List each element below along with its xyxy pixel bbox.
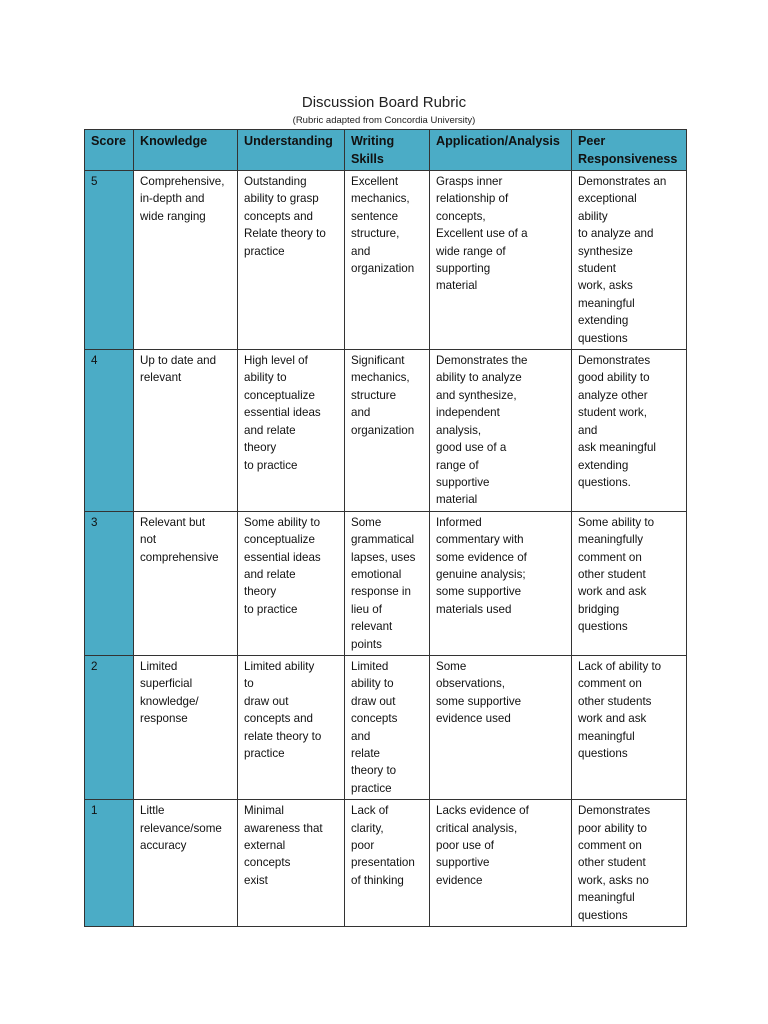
column-header-score: Score: [85, 130, 134, 171]
application-analysis-cell: Demonstrates the ability to analyze and synthesize, independent analysis, good use of a range of supportive material: [430, 350, 572, 512]
writing-skills-cell: Some grammatical lapses, uses emotional response in lieu of relevant points: [345, 511, 430, 655]
knowledge-cell: Limited superficial knowledge/ response: [134, 655, 238, 799]
score-cell: 4: [85, 350, 134, 512]
page-subtitle: (Rubric adapted from Concordia University): [292, 115, 476, 126]
score-cell: 2: [85, 655, 134, 799]
peer-responsiveness-cell: Some ability to meaningfully comment on other student work and ask bridging questions: [572, 511, 687, 655]
column-header-peer-responsiveness: Peer Responsiveness: [572, 130, 687, 171]
application-analysis-cell: Informed commentary with some evidence of genuine analysis; some supportive materials used: [430, 511, 572, 655]
knowledge-cell: Up to date and relevant: [134, 350, 238, 512]
knowledge-cell: Little relevance/some accuracy: [134, 800, 238, 927]
knowledge-cell: Comprehensive, in-depth and wide ranging: [134, 171, 238, 350]
score-cell: 1: [85, 800, 134, 927]
understanding-cell: Some ability to conceptualize essential ideas and relate theory to practice: [238, 511, 345, 655]
table-row: [85, 511, 687, 655]
column-header-knowledge: Knowledge: [134, 130, 238, 171]
writing-skills-cell: Excellent mechanics, sentence structure, and organization: [345, 171, 430, 350]
table-header-row: [85, 130, 687, 171]
peer-responsiveness-cell: Lack of ability to comment on other students work and ask meaningful questions: [572, 655, 687, 799]
knowledge-cell: Relevant but not comprehensive: [134, 511, 238, 655]
score-cell: 5: [85, 171, 134, 350]
column-header-writing-skills: Writing Skills: [345, 130, 430, 171]
column-header-application-analysis: Application/Analysis: [430, 130, 572, 171]
table-row: [85, 655, 687, 799]
writing-skills-cell: Significant mechanics, structure and organization: [345, 350, 430, 512]
application-analysis-cell: Lacks evidence of critical analysis, poor use of supportive evidence: [430, 800, 572, 927]
table-row: [85, 350, 687, 512]
understanding-cell: Limited ability to draw out concepts and relate theory to practice: [238, 655, 345, 799]
understanding-cell: High level of ability to conceptualize essential ideas and relate theory to practice: [238, 350, 345, 512]
writing-skills-cell: Lack of clarity, poor presentation of thinking: [345, 800, 430, 927]
understanding-cell: Minimal awareness that external concepts exist: [238, 800, 345, 927]
score-cell: 3: [85, 511, 134, 655]
peer-responsiveness-cell: Demonstrates an exceptional ability to analyze and synthesize student work, asks meaningful extending questions: [572, 171, 687, 350]
understanding-cell: Outstanding ability to grasp concepts and Relate theory to practice: [238, 171, 345, 350]
column-header-understanding: Understanding: [238, 130, 345, 171]
peer-responsiveness-cell: Demonstrates good ability to analyze other student work, and ask meaningful extending questions.: [572, 350, 687, 512]
writing-skills-cell: Limited ability to draw out concepts and relate theory to practice: [345, 655, 430, 799]
application-analysis-cell: Grasps inner relationship of concepts, Excellent use of a wide range of supporting material: [430, 171, 572, 350]
rubric-table: [84, 129, 687, 927]
peer-responsiveness-cell: Demonstrates poor ability to comment on other student work, asks no meaningful questions: [572, 800, 687, 927]
table-row: [85, 800, 687, 927]
table-row: [85, 171, 687, 350]
page-title: Discussion Board Rubric: [301, 94, 467, 111]
application-analysis-cell: Some observations, some supportive evidence used: [430, 655, 572, 799]
